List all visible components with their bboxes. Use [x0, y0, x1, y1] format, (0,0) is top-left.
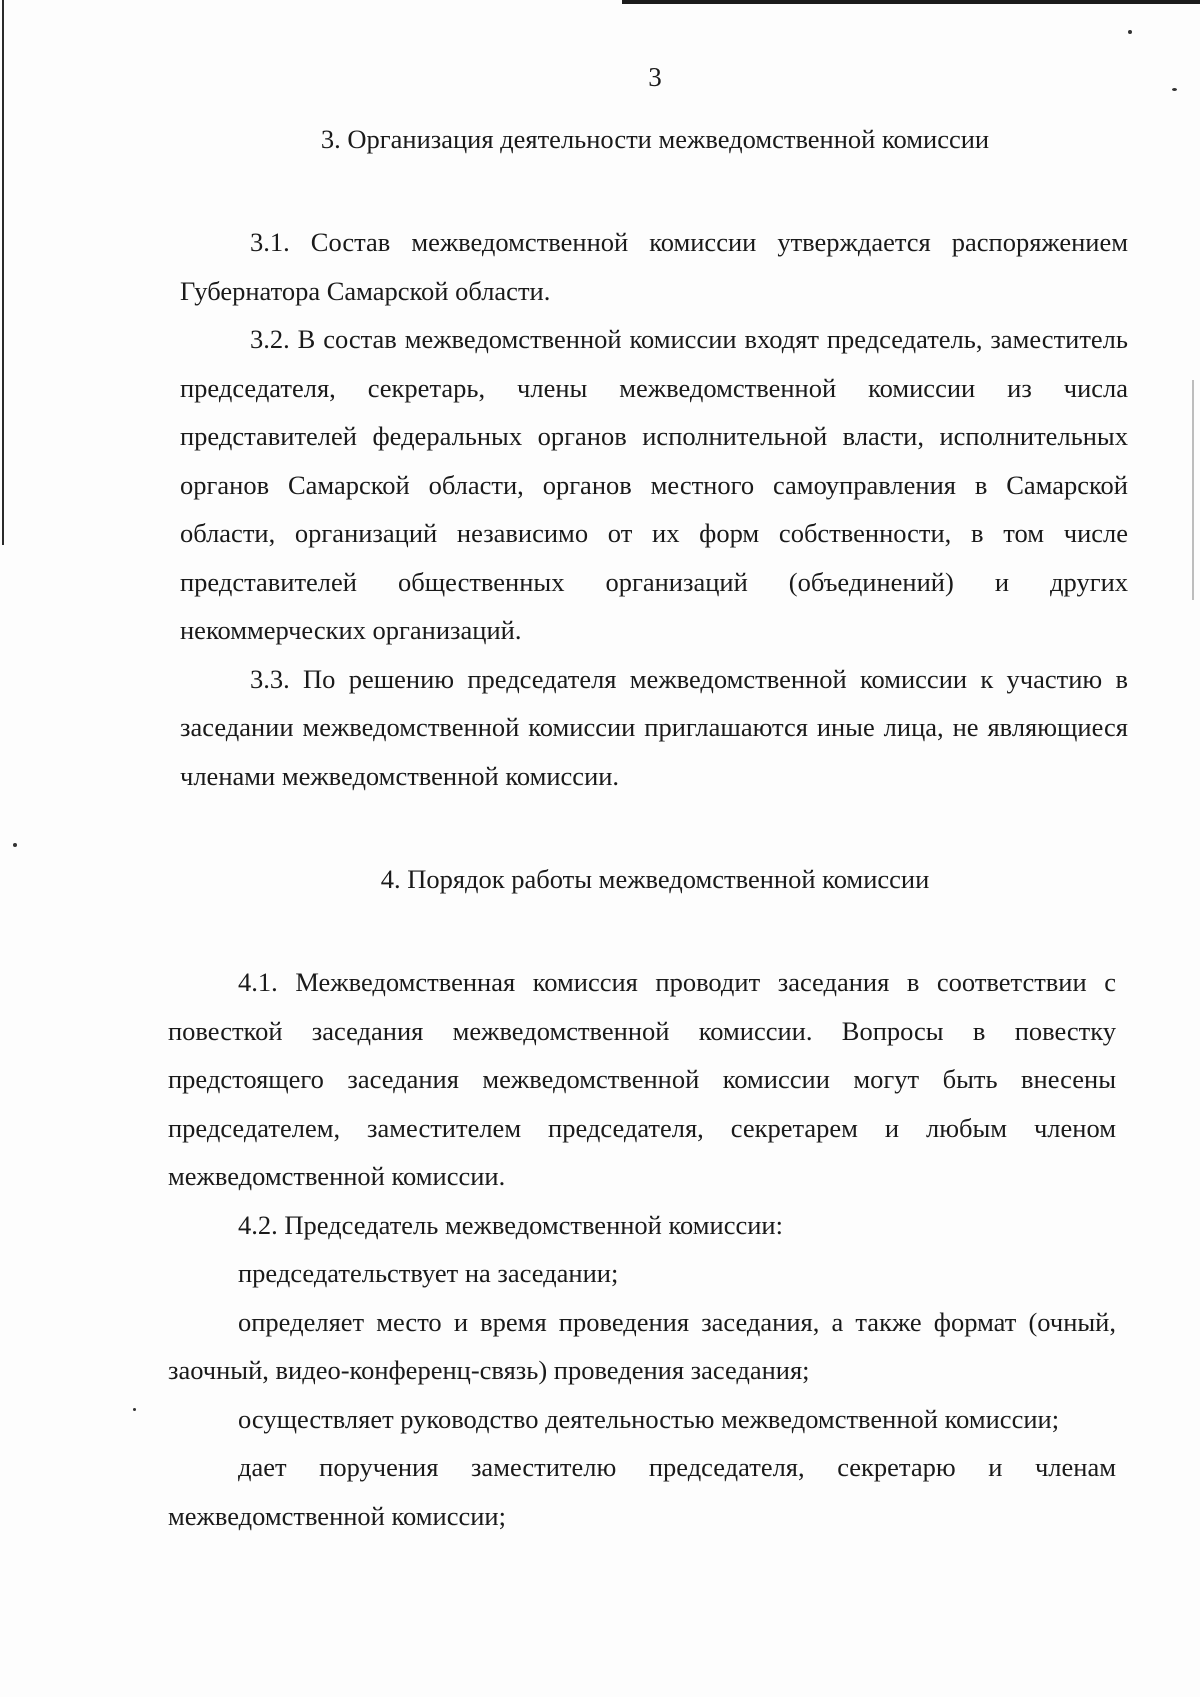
list-item-chairs: председательствует на заседании;: [238, 1258, 619, 1288]
section-3-heading: 3. Организация деятельности межведомственной комиссии: [320, 124, 990, 154]
scan-edge-right: [1192, 380, 1194, 600]
section-3-body: [180, 218, 1128, 800]
paragraph-3-1: 3.1. Состав межведомственной комиссии утверждается распоряжением Губернатора Самарской области.: [180, 227, 1128, 306]
page-number: 3: [648, 62, 662, 92]
paragraph-3-3: 3.3. По решению председателя межведомственной комиссии к участию в заседании межведомственной комиссии приглашаются иные лица, не являющиеся членами межведомственной комиссии.: [180, 663, 1128, 791]
list-item-gives-orders: дает поручения заместителю председателя, секретарю и членам межведомственной комиссии;: [168, 1452, 1116, 1531]
scan-speck: [1128, 30, 1132, 34]
paragraph-4-2: 4.2. Председатель межведомственной комиссии:: [238, 1209, 783, 1240]
scan-edge-top: [622, 0, 1200, 4]
scan-speck: [13, 843, 17, 847]
scan-speck: [133, 1408, 136, 1411]
paragraph-3-2: 3.2. В состав межведомственной комиссии входят председатель, заместитель председателя, секретарь, члены межведомственной комиссии из числа представителей федеральных органов исполнительной власти, исполнительных органов Самарской области, органов местного самоуправления в Самарской области, организаций независимо от их форм собственности, в том числе представителей общественных организаций (объединений) и других некоммерческих организаций.: [180, 324, 1128, 645]
list-item-leads: осуществляет руководство деятельностью межведомственной комиссии;: [238, 1403, 1060, 1434]
paragraph-4-1: 4.1. Межведомственная комиссия проводит заседания в соответствии с повесткой заседания межведомственной комиссии. Вопросы в повестку предстоящего заседания межведомственной комиссии могут быть внесены председателем, заместителем председателя, секретарем и любым членом межведомственной комиссии.: [168, 967, 1116, 1191]
section-4-heading: 4. Порядок работы межведомственной комиссии: [380, 864, 930, 894]
section-4-body: [168, 958, 1116, 1540]
list-item-determines-place: определяет место и время проведения заседания, а также формат (очный, заочный, видео-конференц-связь) проведения заседания;: [168, 1306, 1116, 1385]
